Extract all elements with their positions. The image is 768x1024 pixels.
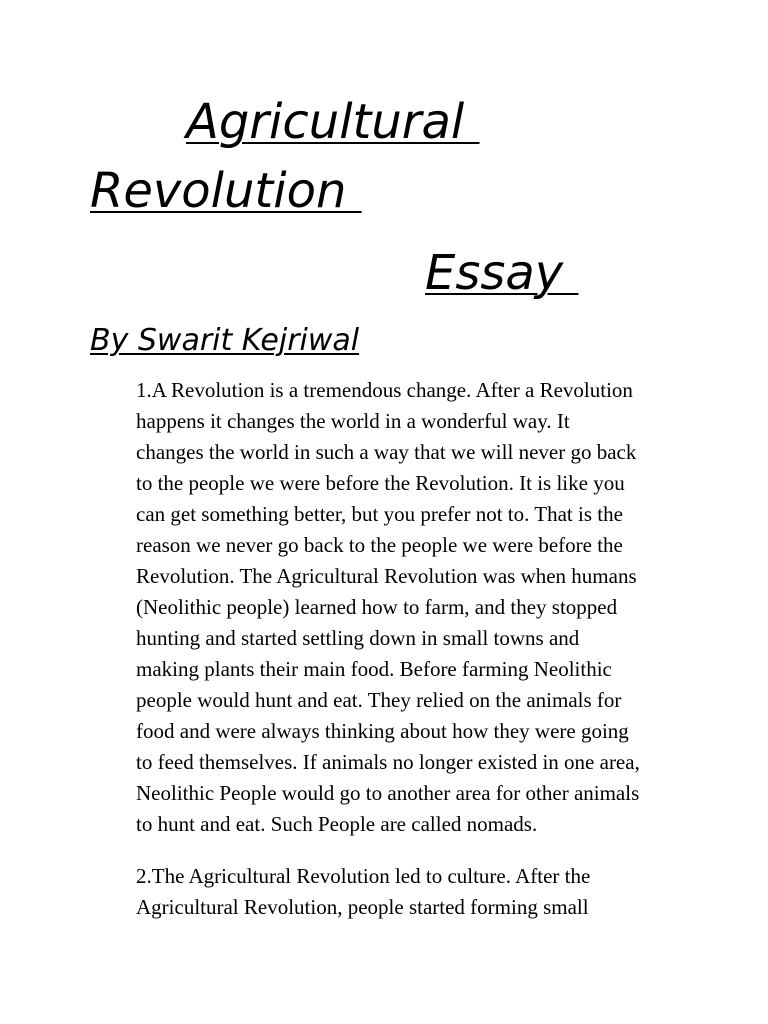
text-line: making plants their main food. Before farming Neolithic bbox=[136, 657, 612, 681]
text-line: hunting and started settling down in small towns and bbox=[136, 626, 580, 650]
text-line: to feed themselves. If animals no longer existed in one area, bbox=[136, 750, 640, 774]
author-byline: By Swarit Kejriwal bbox=[90, 323, 360, 358]
text-line: reason we never go back to the people we were before the bbox=[136, 533, 623, 557]
text-line: Revolution. The Agricultural Revolution was when humans bbox=[136, 564, 637, 588]
paragraph-2 bbox=[136, 861, 686, 923]
text-line: 2.The Agricultural Revolution led to culture. After the bbox=[136, 864, 591, 888]
text-line: to hunt and eat. Such People are called nomads. bbox=[136, 812, 538, 836]
title-line-1: Agricultural bbox=[186, 94, 480, 150]
text-line: (Neolithic people) learned how to farm, and they stopped bbox=[136, 595, 618, 619]
title-line-2: Revolution bbox=[90, 163, 362, 219]
text-line: food and were always thinking about how they were going bbox=[136, 719, 629, 743]
text-line: can get something better, but you prefer not to. That is the bbox=[136, 502, 623, 526]
text-line: happens it changes the world in a wonderful way. It bbox=[136, 409, 570, 433]
paragraph-2-text bbox=[136, 861, 686, 923]
paragraph-1 bbox=[136, 375, 686, 840]
text-line: to the people we were before the Revolution. It is like you bbox=[136, 471, 625, 495]
title-line-3: Essay bbox=[425, 245, 579, 301]
text-line: changes the world in such a way that we will never go back bbox=[136, 440, 637, 464]
text-line: people would hunt and eat. They relied on the animals for bbox=[136, 688, 622, 712]
text-line: Agricultural Revolution, people started forming small bbox=[136, 895, 589, 919]
text-line: Neolithic People would go to another area for other animals bbox=[136, 781, 640, 805]
text-line: 1.A Revolution is a tremendous change. After a Revolution bbox=[136, 378, 633, 402]
paragraph-1-text bbox=[136, 375, 686, 840]
